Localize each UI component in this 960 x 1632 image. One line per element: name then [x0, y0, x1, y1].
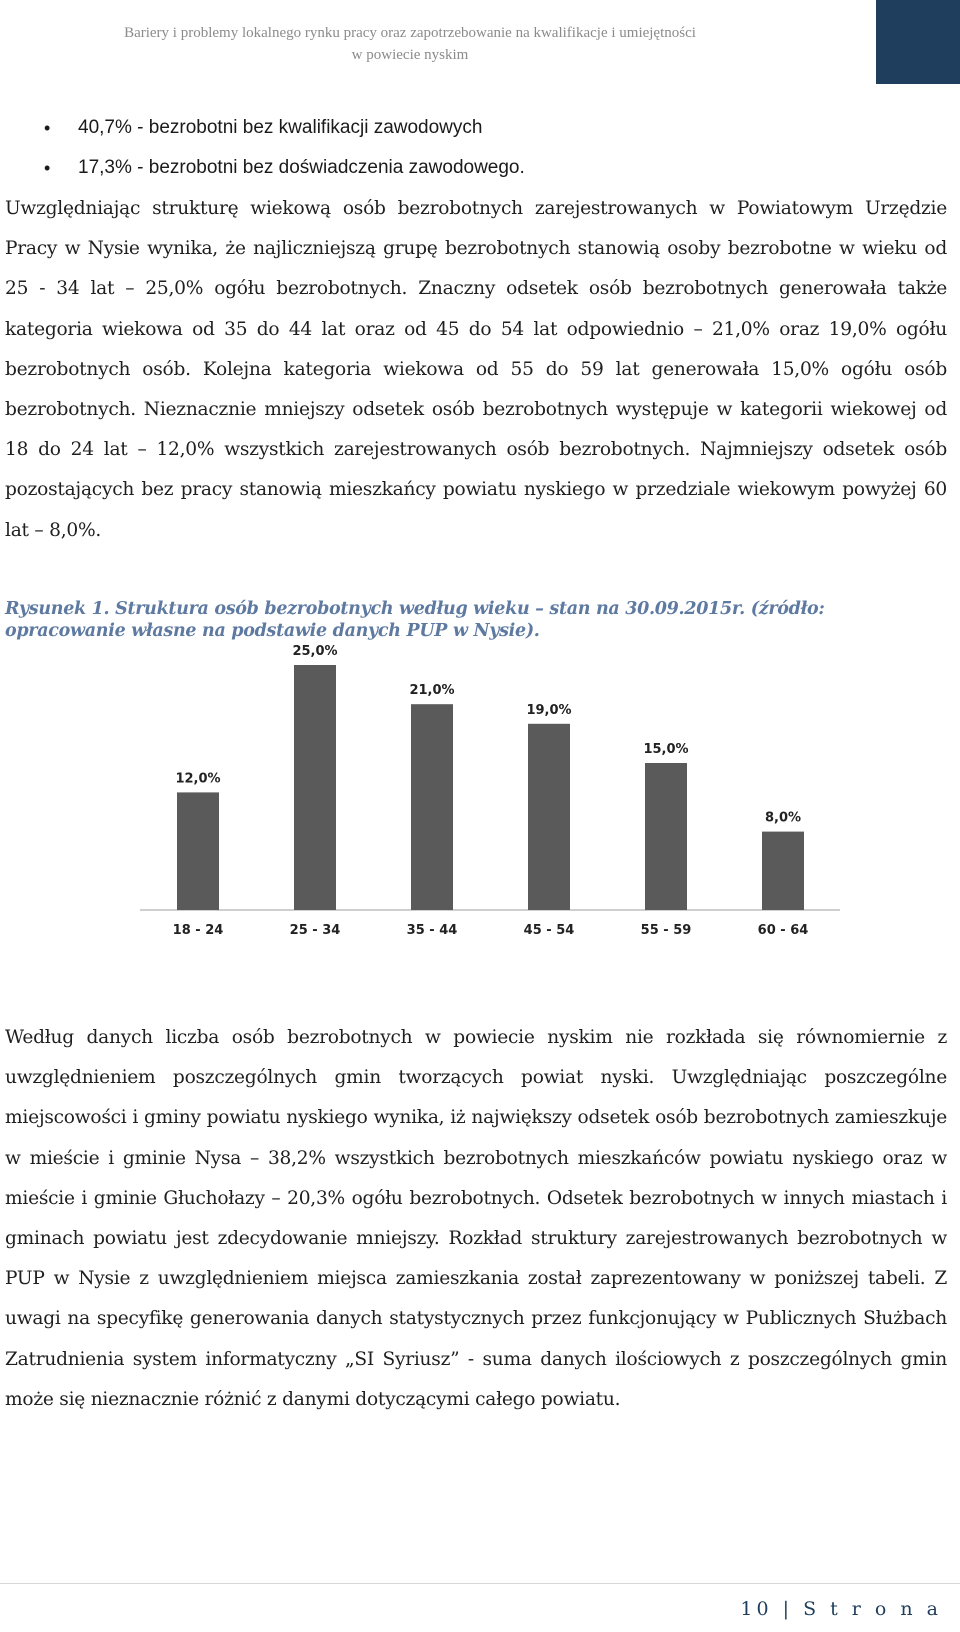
bullet-item: • 17,3% - bezrobotni bez doświadczenia zawodowego.	[40, 152, 525, 192]
bar-45-54	[528, 724, 570, 910]
header-accent-box	[876, 0, 960, 84]
tick-label: 18 - 24	[172, 923, 224, 938]
data-label: 19,0%	[526, 702, 572, 718]
tick-labels-layer	[173, 923, 809, 938]
paragraph-municipalities: Według danych liczba osób bezrobotnych w powiecie nyskim nie rozkłada się równomiernie z uwzględnieniem poszczególnych gmin tworzących powiat nyski. Uwzględniając poszczególne miejscowości i gminy powiatu nyskiego wynika, iż największy odsetek osób bezrobotnych zamieszkuje w mieście i gminie Nysa – 38,2% wszystkich bezrobotnych mieszkańców powiatu nyskiego oraz w mieście i gminie Głuchołazy – 20,3% ogółu bezrobotnych. Odsetek bezrobotnych w innych miastach i gminach powiatu jest zdecydowanie mniejszy. Rozkład struktury zarejestrowanych bezrobotnych w PUP w Nysie z uwzględnieniem miejsca zamieszkania został zaprezentowany w poniższej tabeli. Z uwagi na specyfikę generowania danych statystycznych przez funkcjonujący w Publicznych Służbach Zatrudnienia system informatyczny „SI Syriusz” - suma danych ilościowych z poszczególnych gmin może się nieznacznie różnić z danymi dotyczącymi całego powiatu.	[5, 1027, 947, 1410]
figure-caption: Rysunek 1. Struktura osób bezrobotnych według wieku – stan na 30.09.2015r. (źródło: opracowanie własne na podstawie danych PUP w Nysie).	[5, 599, 825, 641]
data-label: 25,0%	[292, 644, 338, 659]
bar-18-24	[177, 792, 219, 910]
bullet-item: • 40,7% - bezrobotni bez kwalifikacji zawodowych	[40, 112, 525, 152]
age-structure-bar-chart	[0, 644, 960, 955]
tick-label: 25 - 34	[289, 923, 341, 938]
paragraph-age-structure: Uwzględniając strukturę wiekową osób bezrobotnych zarejestrowanych w Powiatowym Urzędzie Pracy w Nysie wynika, że najliczniejszą grupę bezrobotnych stanowią osoby bezrobotne w wieku od 25 - 34 lat – 25,0% ogółu bezrobotnych. Znaczny odsetek osób bezrobotnych generowała także kategoria wiekowa od 35 do 44 lat oraz od 45 do 54 lat odpowiednio – 21,0% oraz 19,0% ogółu bezrobotnych osób. Kolejna kategoria wiekowa od 55 do 59 lat generowała 15,0% ogółu osób bezrobotnych. Nieznacznie mniejszy odsetek osób bezrobotnych występuje w kategorii wiekowej od 18 do 24 lat – 12,0% wszystkich zarejestrowanych osób bezrobotnych. Najmniejszy odsetek osób pozostających bez pracy stanowią mieszkańcy powiatu nyskiego w przedziale wiekowym powyżej 60 lat – 8,0%.	[5, 198, 947, 541]
header-title-line2: w powiecie nyskim	[351, 47, 469, 63]
page-number: 10 | S t r o n a	[740, 1598, 942, 1620]
header-title	[60, 22, 760, 66]
data-label: 21,0%	[409, 683, 455, 699]
tick-label: 35 - 44	[406, 923, 458, 938]
bar-60-64	[762, 832, 804, 910]
tick-label: 60 - 64	[757, 923, 809, 938]
header-title-line1: Bariery i problemy lokalnego rynku pracy oraz zapotrzebowanie na kwalifikacje i umiejętności	[124, 25, 696, 41]
tick-label: 45 - 54	[523, 923, 575, 938]
bar-55-59	[645, 763, 687, 910]
bars-layer	[177, 665, 804, 910]
tick-label: 55 - 59	[640, 923, 692, 938]
data-label: 8,0%	[764, 810, 802, 826]
data-label: 12,0%	[175, 771, 221, 787]
bar-25-34	[294, 665, 336, 910]
data-label: 15,0%	[643, 742, 689, 757]
data-labels-layer	[175, 644, 801, 826]
page-header	[0, 0, 960, 90]
bullet-list	[40, 112, 525, 192]
footer-divider	[0, 1583, 960, 1584]
bar-35-44	[411, 704, 453, 910]
